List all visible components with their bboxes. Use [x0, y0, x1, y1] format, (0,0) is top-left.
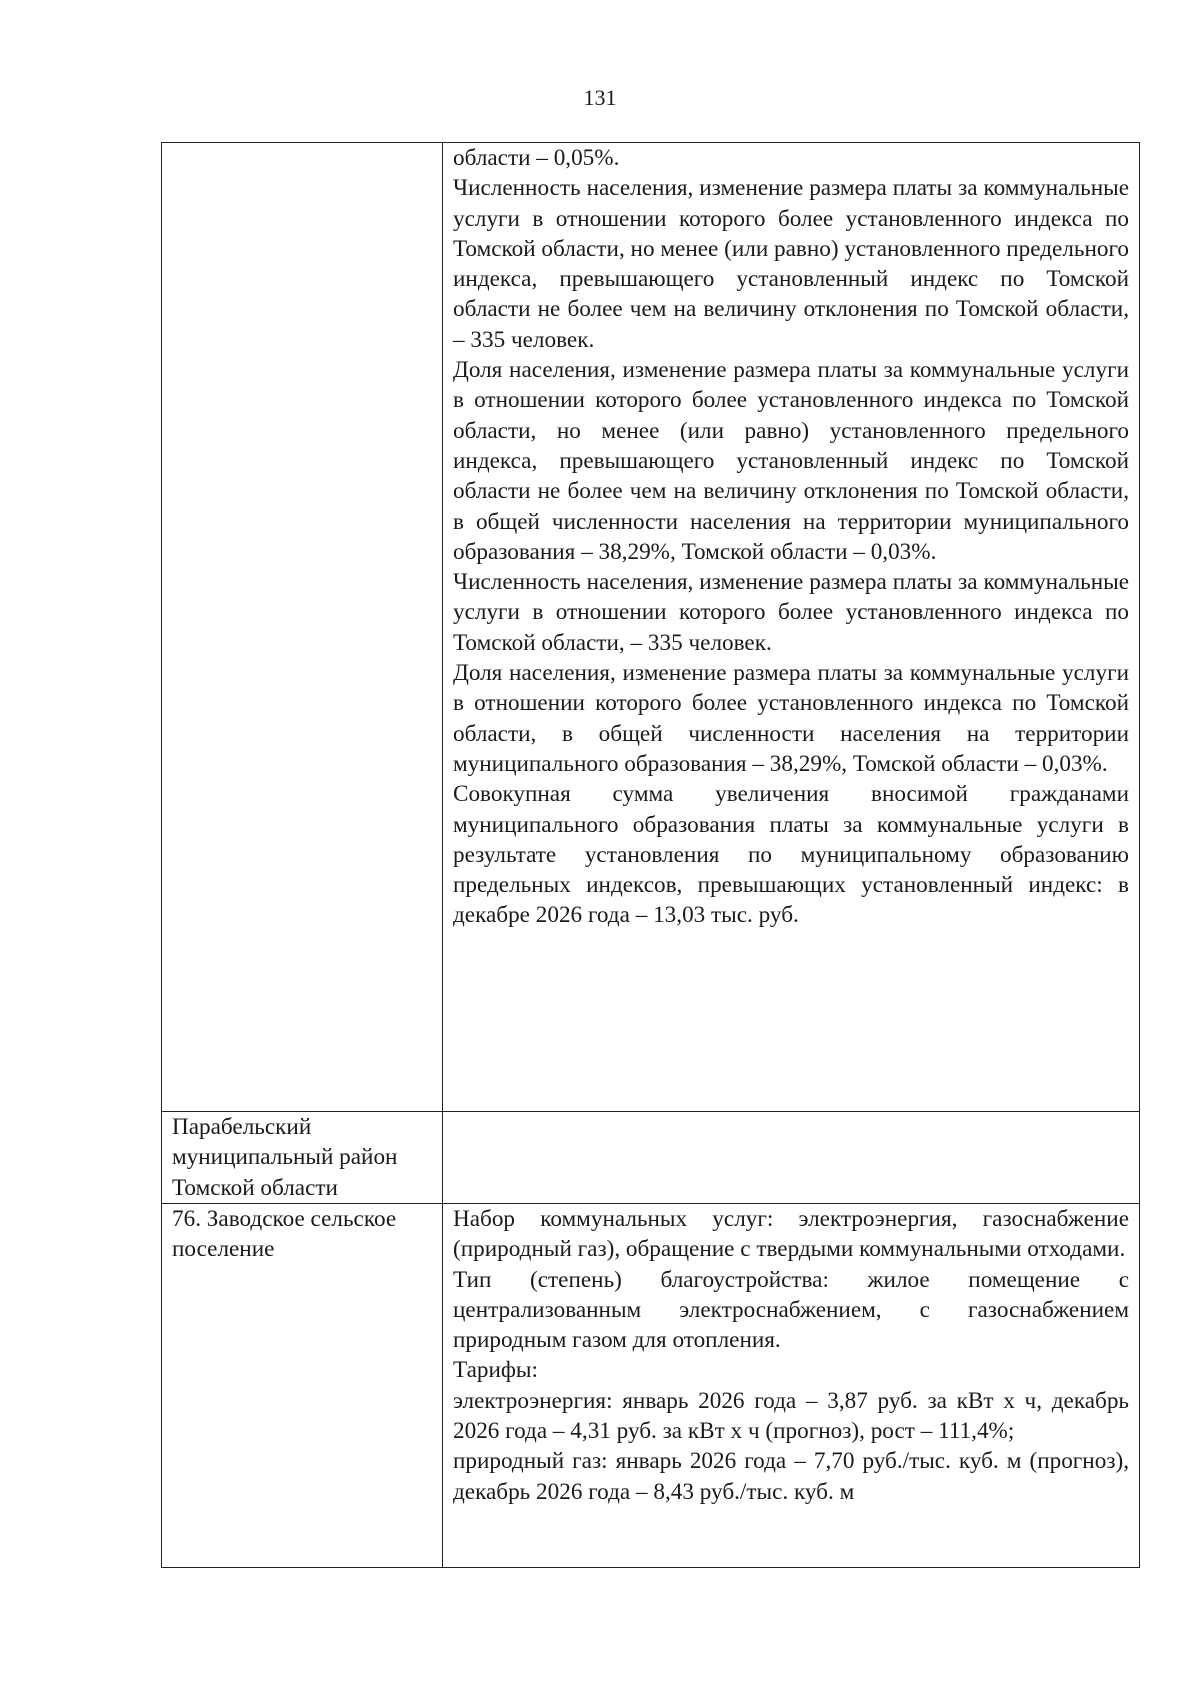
municipalities-table — [161, 142, 1140, 1568]
description-text: области – 0,05%. Численность населения, изменение размера платы за коммунальные услуги в отношении которого более установленного индекса по Томской области, но менее (или равно) установленного предельного индекса, превышающего установленный индекс по Томской области не более чем на величину отклонения по Томской области, – 335 человек. Доля населения, изменение размера платы за коммунальные услуги в отношении которого более установленного индекса по Томской области, но менее (или равно) установленного предельного индекса, превышающего установленный индекс по Томской области не более чем на величину отклонения по Томской области, в общей численности населения на территории муниципального образования – 38,29%, Томской области – 0,03%. Численность населения, изменение размера платы за коммунальные услуги в отношении которого более установленного индекса по Томской области, – 335 человек. Доля населения, изменение размера платы за коммунальные услуги в отношении которого более установленного индекса по Томской области, в общей численности населения на территории муниципального образования – 38,29%, Томской области – 0,03%. Совокупная сумма увеличения вносимой гражданами муниципального образования платы за коммунальные услуги в результате установления по муниципальному образованию предельных индексов, превышающих установленный индекс: в декабре 2026 года – 13,03 тыс. руб. — [453, 145, 1129, 929]
description-cell — [443, 1204, 1140, 1568]
description-cell — [443, 143, 1140, 1112]
page-number: 131 — [583, 85, 617, 110]
municipality-cell — [162, 1204, 443, 1568]
table-row — [162, 1112, 1140, 1204]
municipality-cell — [162, 143, 443, 1112]
description-cell — [443, 1112, 1140, 1204]
municipality-cell — [162, 1112, 443, 1204]
description-text: Набор коммунальных услуг: электроэнергия, газоснабжение (природный газ), обращение с твердыми коммунальными отходами. Тип (степень) благоустройства: жилое помещение с централизованным электроснабжением, с газоснабжением природным газом для отопления. Тарифы: электроэнергия: январь 2026 года – 3,87 руб. за кВт х ч, декабрь 2026 года – 4,31 руб. за кВт х ч (прогноз), рост – 111,4%; природный газ: январь 2026 года – 7,70 руб./тыс. куб. м (прогноз), декабрь 2026 года – 8,43 руб./тыс. куб. м — [453, 1206, 1129, 1505]
table-row — [162, 143, 1140, 1112]
table-row — [162, 1204, 1140, 1568]
municipality-name: Парабельский муниципальный район Томской области — [172, 1114, 398, 1201]
municipality-name: 76. Заводское сельское поселение — [172, 1206, 397, 1263]
